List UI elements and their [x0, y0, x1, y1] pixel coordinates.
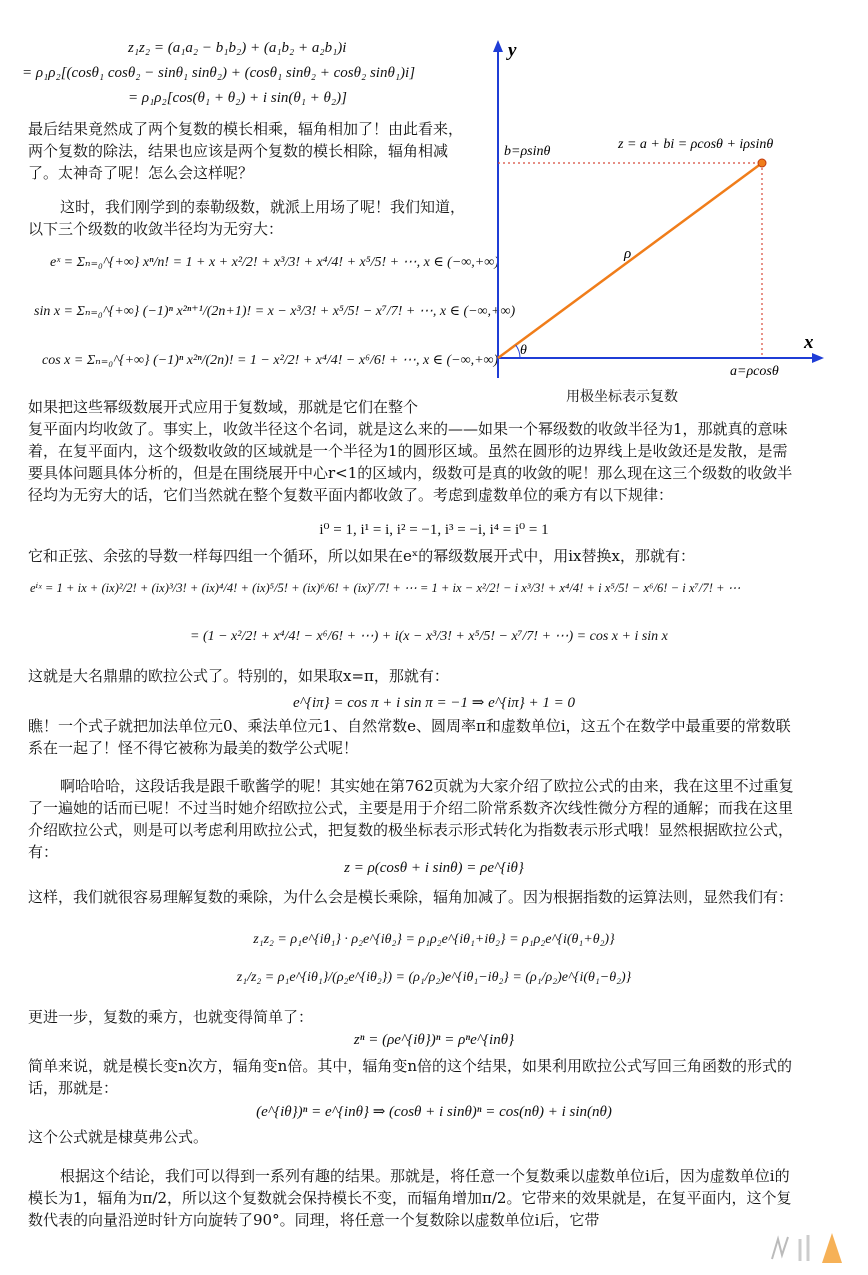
x-axis-arrow	[812, 353, 824, 363]
eq-eix-expansion-1: eⁱˣ = 1 + ix + (ix)²/2! + (ix)³/3! + (ix)⁴/4! + (ix)⁵/5! + (ix)⁶/6! + (ix)⁷/7! + ⋯ = 1 + ix − x²/2! − i x³/3! + x⁴/4! + i x⁵/5! − x⁶/6! − i x⁷/7! + ⋯	[30, 581, 741, 595]
z-point	[758, 159, 766, 167]
complex-plane-figure	[490, 38, 830, 383]
watermark-logo	[766, 1227, 846, 1267]
a-label: a=ρcosθ	[730, 364, 779, 379]
eq-eix-expansion-2: = (1 − x²/2! + x⁴/4! − x⁶/6! + ⋯) + i(x − x³/3! + x⁵/5! − x⁷/7! + ⋯) = cos x + i sin x	[190, 629, 668, 644]
eq-product-1: z₁z₂ = (a₁a₂ − b₁b₂) + (a₁b₂ + a₂b₁)i	[128, 40, 347, 56]
z-label: z = a + bi = ρcosθ + iρsinθ	[618, 137, 774, 152]
eq-de-moivre: (e^{iθ})ⁿ = e^{inθ} ⇒ (cosθ + i sinθ)ⁿ = cos(nθ) + i sin(nθ)	[256, 1104, 612, 1120]
paragraph-9: 更进一步，复数的乘方，也就变得简单了：	[28, 1008, 314, 1026]
paragraph-7: 啊哈哈哈，这段话我是跟千歌酱学的呢！其实她在第762页就为大家介绍了欧拉公式的由来，我在这里不过重复了一遍她的话而已呢！不过当时她介绍欧拉公式，主要是用于介绍二阶常系数齐次线性微分方程的通解；而我在这里介绍欧拉公式，则是可以考虑利用欧拉公式，把复数的极坐标表示形式转化为指数表示形式哦！显然根据欧拉公式，有：	[28, 777, 794, 861]
eq-polar-exp: z = ρ(cosθ + i sinθ) = ρe^{iθ}	[344, 860, 524, 876]
paragraph-3b: 复平面内均收敛了。事实上，收敛半径这个名词，就是这么来的——如果一个幂级数的收敛半径为1，那就真的意味着，在复平面内，这个级数收敛的区域就是一个半径为1的圆形区域。虽然在圆形的边界线上是收敛还是发散，是需要具体问题具体分析的，但是在围绕展开中心r<1的区域内，级数可是真的收敛的呢！那么现在这三个级数的收敛半径均为无穷大的话，它们当然就在整个复数平面内都收敛了。考虑到虚数单位的乘方有以下规律：	[28, 420, 793, 504]
eq-sin-series: sin x = Σₙ₌₀^{+∞} (−1)ⁿ x²ⁿ⁺¹/(2n+1)! = x − x³/3! + x⁵/5! − x⁷/7! + ⋯, x ∈ (−∞,+∞)	[34, 304, 516, 319]
paragraph-5: 这就是大名鼎鼎的欧拉公式了。特别的，如果取x=π，那就有：	[28, 667, 449, 685]
eq-div-exp: z₁/z₂ = ρ₁e^{iθ₁}/(ρ₂e^{iθ₂}) = (ρ₁/ρ₂)e^{iθ₁−iθ₂} = (ρ₁/ρ₂)e^{i(θ₁−θ₂)}	[236, 970, 632, 985]
eq-i-powers: i⁰ = 1, i¹ = i, i² = −1, i³ = −i, i⁴ = i⁰ = 1	[319, 522, 549, 538]
paragraph-2: 这时，我们刚学到的泰勒级数，就派上用场了呢！我们知道，以下三个级数的收敛半径均为无穷大：	[28, 198, 466, 238]
eq-exp-series: eˣ = Σₙ₌₀^{+∞} xⁿ/n! = 1 + x + x²/2! + x³/3! + x⁴/4! + x⁵/5! + ⋯, x ∈ (−∞,+∞)	[50, 255, 499, 270]
paragraph-1: 最后结果竟然成了两个复数的模长相乘，辐角相加了！由此看来，两个复数的除法，结果也应该是两个复数的模长相除，辐角相减了。太神奇了呢！怎么会这样呢？	[28, 120, 464, 182]
eq-euler-pi: e^{iπ} = cos π + i sin π = −1 ⇒ e^{iπ} + 1 = 0	[292, 695, 576, 711]
eq-mult-exp: z₁z₂ = ρ₁e^{iθ₁} · ρ₂e^{iθ₂} = ρ₁ρ₂e^{iθ₁+iθ₂} = ρ₁ρ₂e^{i(θ₁+θ₂)}	[253, 932, 615, 947]
eq-product-3: = ρ₁ρ₂[cos(θ₁ + θ₂) + i sin(θ₁ + θ₂)]	[128, 90, 347, 106]
y-axis-arrow	[493, 40, 503, 52]
eq-power-exp: zⁿ = (ρe^{iθ})ⁿ = ρⁿe^{inθ}	[353, 1032, 515, 1048]
paragraph-6: 瞧！一个式子就把加法单位元0、乘法单位元1、自然常数e、圆周率π和虚数单位i，这五个在数学中最重要的常数联系在一起了！怪不得它被称为最美的数学公式呢！	[28, 717, 791, 757]
paragraph-3a: 如果把这些幂级数展开式应用于复数域，那就是它们在整个	[28, 398, 419, 416]
theta-label: θ	[520, 343, 527, 358]
figure-caption: 用极坐标表示复数	[566, 389, 678, 405]
paragraph-4: 它和正弦、余弦的导数一样每四组一个循环，所以如果在eˣ的幂级数展开式中，用ix替换x，那就有：	[28, 547, 695, 565]
paragraph-8: 这样，我们就很容易理解复数的乘除，为什么会是模长乘除，辐角加减了。因为根据指数的运算法则，显然我们有：	[28, 888, 794, 906]
paragraph-12: 根据这个结论，我们可以得到一系列有趣的结果。那就是，将任意一个复数乘以虚数单位i后，因为虚数单位i的模长为1，辐角为π/2，所以这个复数就会保持模长不变，而辐角增加π/2。它带来的效果就是，在复平面内，这个复数代表的向量沿逆时针方向旋转了90°。同理，将任意一个复数除以虚数单位i后，它带	[28, 1167, 792, 1229]
b-label: b=ρsinθ	[504, 144, 551, 159]
eq-product-2: = ρ₁ρ₂[(cosθ₁ cosθ₂ − sinθ₁ sinθ₂) + (cosθ₁ sinθ₂ + cosθ₂ sinθ₁)i]	[22, 65, 416, 81]
eq-cos-series: cos x = Σₙ₌₀^{+∞} (−1)ⁿ x²ⁿ/(2n)! = 1 − x²/2! + x⁴/4! − x⁶/6! + ⋯, x ∈ (−∞,+∞)	[42, 353, 499, 368]
y-label: y	[508, 40, 517, 61]
paragraph-10: 简单来说，就是模长变n次方，辐角变n倍。其中，辐角变n倍的这个结果，如果利用欧拉公式写回三角函数的形式的话，那就是：	[28, 1057, 792, 1097]
x-label: x	[804, 332, 814, 353]
paragraph-11: 这个公式就是棣莫弗公式。	[28, 1128, 209, 1146]
rho-label: ρ	[624, 246, 632, 262]
